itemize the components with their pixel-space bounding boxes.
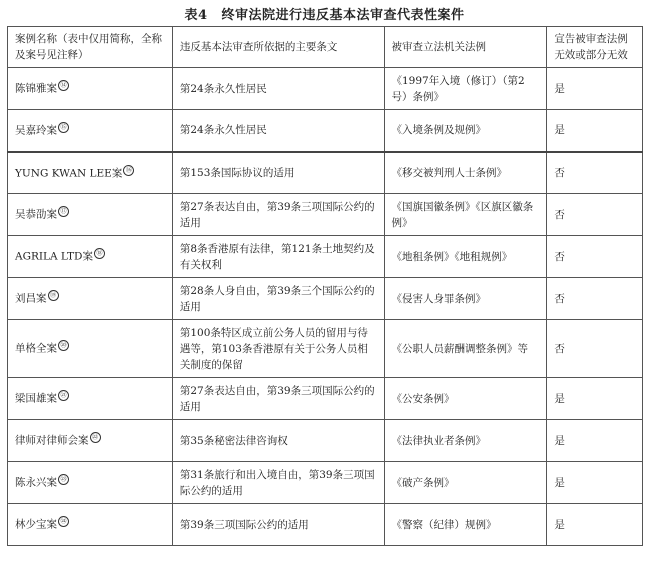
- result-cell: 否: [547, 278, 643, 320]
- article-cell: 第39条三项国际公约的适用: [172, 504, 384, 546]
- article-cell: 第27条表达自由，第39条三项国际公约的适用: [172, 194, 384, 236]
- table-row: [8, 194, 643, 236]
- law-cell: 《侵害人身罪条例》: [384, 278, 547, 320]
- law-cell: 《1997年入境（修订）（第2号）条例》: [384, 68, 547, 110]
- case-name: YUNG KWAN LEE案: [15, 167, 123, 179]
- article-cell: 第153条国际协议的适用: [172, 152, 384, 194]
- case-name-cell: [8, 278, 173, 320]
- case-name: 陈锦雅案: [15, 82, 57, 95]
- case-name: 单格全案: [15, 342, 57, 355]
- law-cell: 《公职人员薪酬调整条例》等: [384, 320, 547, 378]
- case-name-cell: [8, 504, 173, 546]
- article-cell: 第28条人身自由，第39条三个国际公约的适用: [172, 278, 384, 320]
- article-cell: 第27条表达自由，第39条三项国际公约的适用: [172, 378, 384, 420]
- article-cell: 第24条永久性居民: [172, 110, 384, 152]
- cases-table: [7, 26, 643, 546]
- result-cell: 是: [547, 68, 643, 110]
- col-header-article: 违反基本法审查所依据的主要条文: [172, 27, 384, 68]
- result-cell: 是: [547, 420, 643, 462]
- case-name: 陈永兴案: [15, 476, 57, 489]
- footnote-marker: ⑮: [58, 122, 69, 133]
- case-name-cell: [8, 320, 173, 378]
- result-cell: 是: [547, 378, 643, 420]
- result-cell: 否: [547, 194, 643, 236]
- law-cell: 《地租条例》《地租规例》: [384, 236, 547, 278]
- col-header-case-name: 案例名称（表中仅用简称，全称及案号见注释）: [8, 27, 173, 68]
- article-cell: 第35条秘密法律咨询权: [172, 420, 384, 462]
- table-caption: [0, 4, 649, 23]
- header-row: [8, 27, 643, 68]
- table-row: [8, 236, 643, 278]
- result-cell: 否: [547, 152, 643, 194]
- col-header-result: 宣告被审查法例无效或部分无效: [547, 27, 643, 68]
- footnote-marker: ㉓: [58, 474, 69, 485]
- case-name-cell: [8, 378, 173, 420]
- article-cell: 第8条香港原有法律，第121条土地契约及有关权利: [172, 236, 384, 278]
- result-cell: 否: [547, 236, 643, 278]
- case-name: 吴嘉玲案: [15, 124, 57, 137]
- law-cell: 《国旗国徽条例》《区旗区徽条例》: [384, 194, 547, 236]
- table-row: [8, 110, 643, 152]
- footnote-marker: ㉑: [58, 390, 69, 401]
- table-row: [8, 420, 643, 462]
- case-name-cell: [8, 152, 173, 194]
- table-row: [8, 152, 643, 194]
- case-name-cell: [8, 420, 173, 462]
- case-name: 吴恭劭案: [15, 208, 57, 221]
- footnote-marker: ⑯: [123, 165, 134, 176]
- case-name: 林少宝案: [15, 518, 57, 531]
- case-name: 梁国雄案: [15, 392, 57, 405]
- case-name-cell: [8, 194, 173, 236]
- case-name-cell: [8, 462, 173, 504]
- footnote-marker: ㉒: [90, 432, 101, 443]
- law-cell: 《移交被判刑人士条例》: [384, 152, 547, 194]
- col-header-law: 被审查立法机关法例: [384, 27, 547, 68]
- table-row: [8, 320, 643, 378]
- case-name-cell: [8, 110, 173, 152]
- result-cell: 是: [547, 110, 643, 152]
- case-name: AGRILA LTD案: [15, 250, 93, 263]
- law-cell: 《公安条例》: [384, 378, 547, 420]
- article-cell: 第31条旅行和出入境自由，第39条三项国际公约的适用: [172, 462, 384, 504]
- table-row: [8, 462, 643, 504]
- result-cell: 是: [547, 462, 643, 504]
- footnote-marker: ⑭: [58, 80, 69, 91]
- law-cell: 《破产条例》: [384, 462, 547, 504]
- footnote-marker: ⑰: [58, 206, 69, 217]
- table-row: [8, 68, 643, 110]
- case-name: 刘昌案: [15, 292, 47, 305]
- table-row: [8, 278, 643, 320]
- article-cell: 第100条特区成立前公务人员的留用与待遇等，第103条香港原有关于公务人员相关制度的保留: [172, 320, 384, 378]
- case-name-cell: [8, 68, 173, 110]
- case-name: 律师对律师会案: [15, 434, 89, 447]
- table-number: 表4: [184, 8, 208, 23]
- law-cell: 《警察（纪律）规例》: [384, 504, 547, 546]
- table-row: [8, 378, 643, 420]
- law-cell: 《法律执业者条例》: [384, 420, 547, 462]
- table-row: [8, 504, 643, 546]
- table-title: 终审法院进行违反基本法审查代表性案件: [221, 8, 465, 23]
- footnote-marker: ⑱: [94, 248, 105, 259]
- result-cell: 否: [547, 320, 643, 378]
- footnote-marker: ㉔: [58, 516, 69, 527]
- case-name-cell: [8, 236, 173, 278]
- result-cell: 是: [547, 504, 643, 546]
- law-cell: 《入境条例及规例》: [384, 110, 547, 152]
- footnote-marker: ⑲: [48, 290, 59, 301]
- footnote-marker: ⑳: [58, 340, 69, 351]
- article-cell: 第24条永久性居民: [172, 68, 384, 110]
